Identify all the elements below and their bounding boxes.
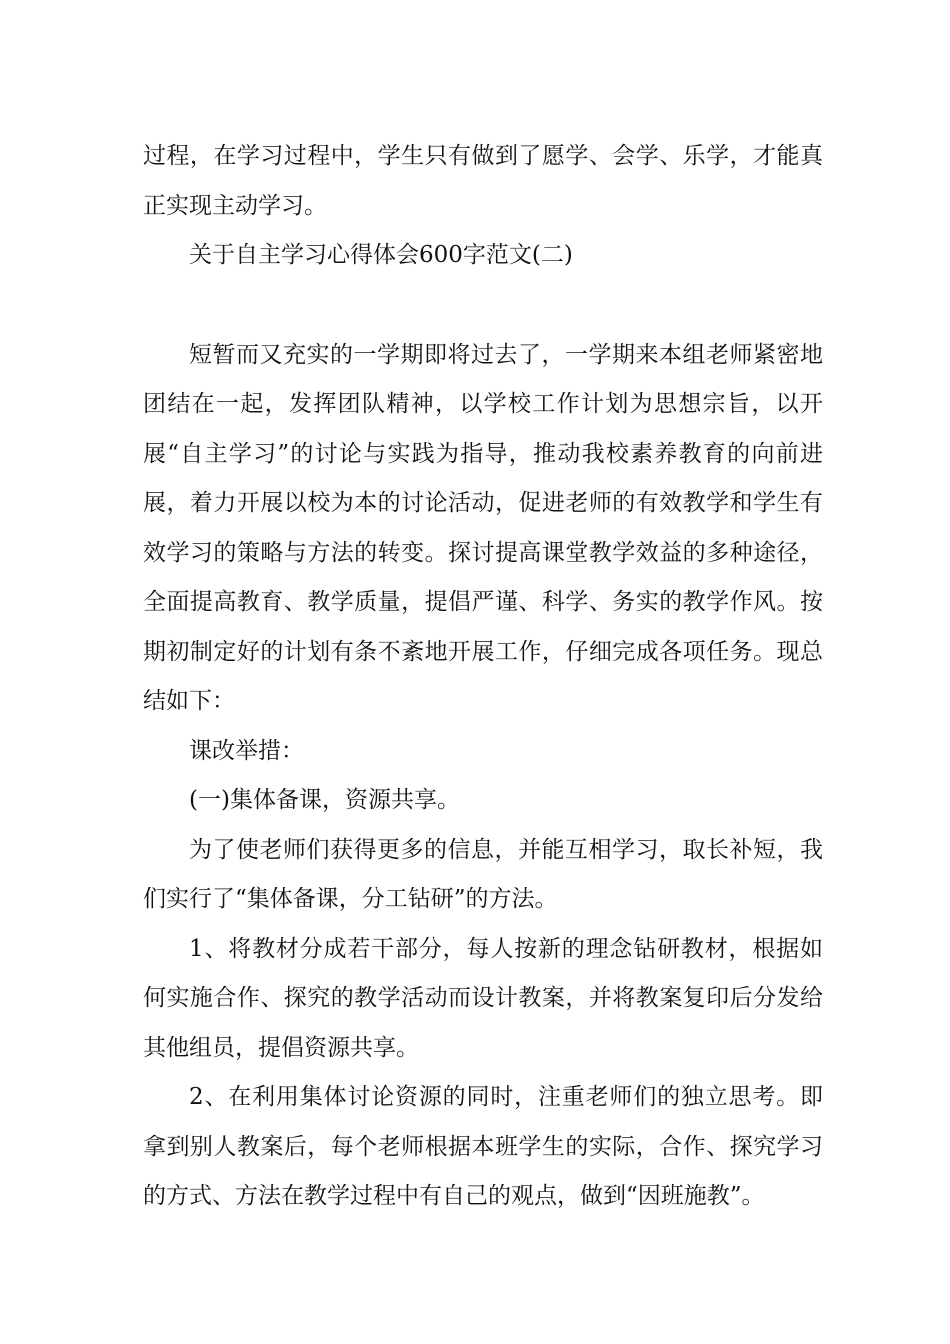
list-item-1: 1、将教材分成若干部分，每人按新的理念钻研教材，根据如何实施合作、探究的教学活动而设计教案，并将教案复印后分发给其他组员，提倡资源共享。 <box>143 935 823 1061</box>
paragraph-collective-method: 为了使老师们获得更多的信息，并能互相学习，取长补短，我们实行了“集体备课，分工钻研”的方法。 <box>143 836 823 912</box>
document-body <box>143 132 823 1222</box>
subheading-collective-preparation: (一)集体备课，资源共享。 <box>189 787 460 813</box>
paragraph-intro: 短暂而又充实的一学期即将过去了，一学期来本组老师紧密地团结在一起，发挥团队精神，以学校工作计划为思想宗旨，以开展“自主学习”的讨论与实践为指导，推动我校素养教育的向前进展，着力开展以校为本的讨论活动，促进老师的有效教学和学生有效学习的策略与方法的转变。探讨提高课堂教学效益的多种途径，全面提高教育、教学质量，提倡严谨、科学、务实的教学作风。按期初制定好的计划有条不紊地开展工作，仔细完成各项任务。现总结如下： <box>143 341 823 714</box>
section-heading: 关于自主学习心得体会600字范文(二) <box>189 242 573 268</box>
list-item-2: 2、在利用集体讨论资源的同时，注重老师们的独立思考。即拿到别人教案后，每个老师根据本班学生的实际，合作、探究学习的方式、方法在教学过程中有自己的观点，做到“因班施教”。 <box>143 1084 823 1209</box>
paragraph-continuation: 过程，在学习过程中，学生只有做到了愿学、会学、乐学，才能真正实现主动学习。 <box>143 143 823 219</box>
subheading-reform-measures: 课改举措： <box>189 737 304 764</box>
